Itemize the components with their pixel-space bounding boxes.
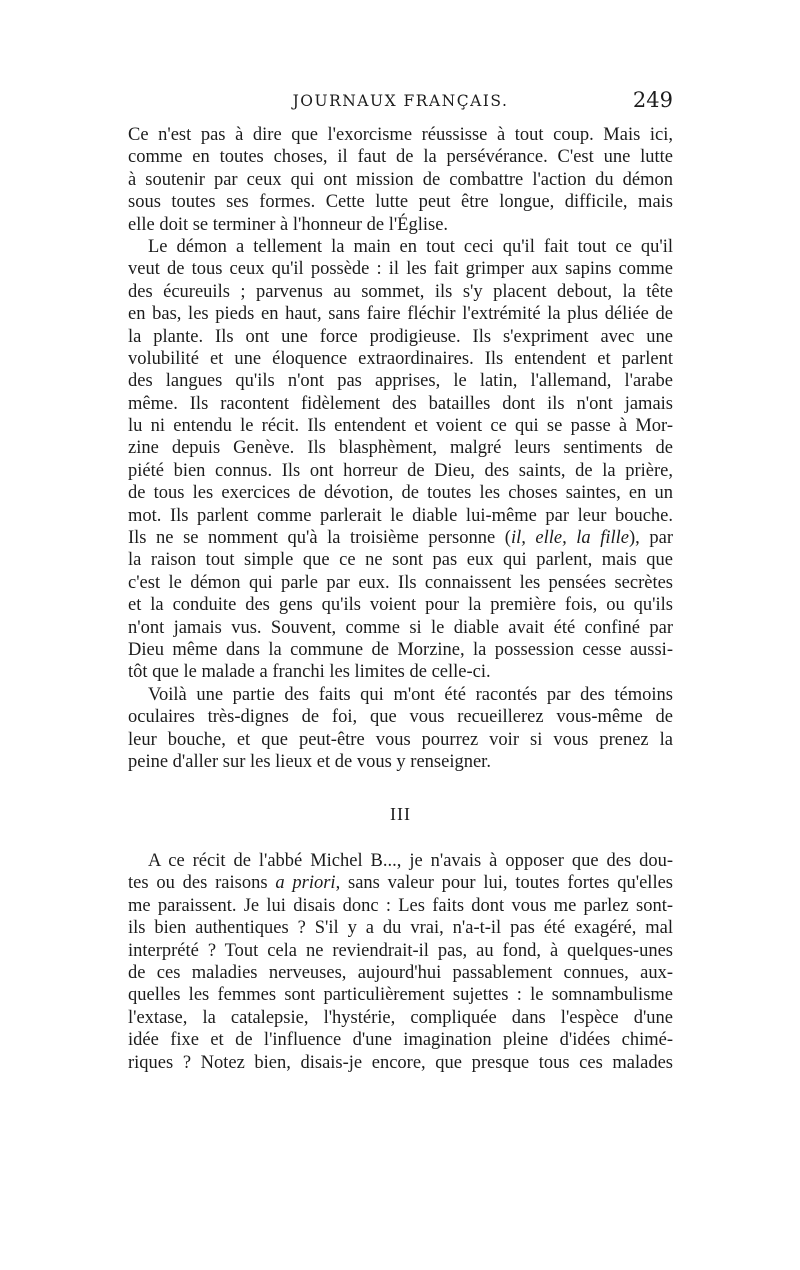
text-line: Ce n'est pas à dire que l'exorcisme réussisse à tout coup. Mais ici,	[128, 125, 673, 145]
running-title: JOURNAUX FRANÇAIS.	[292, 92, 509, 110]
text-line: idée fixe et de l'influence d'une imagination pleine d'idées chimé-	[128, 1030, 673, 1051]
page-number: 249	[632, 88, 673, 112]
text-line: leur bouche, et que peut-être vous pourrez voir si vous prenez la	[128, 729, 673, 750]
text-line: Dieu même dans la commune de Morzine, la possession cesse aussi-	[128, 639, 673, 660]
text-line: lu ni entendu le récit. Ils entendent et voient ce qui se passe à Mor-	[128, 416, 673, 437]
text-line: même. Ils racontent fidèlement des batailles dont ils n'ont jamais	[128, 393, 673, 414]
text-line: elle doit se terminer à l'honneur de l'Église.	[128, 214, 449, 235]
text-line: volubilité et une éloquence extraordinaires. Ils entendent et parlent	[128, 348, 673, 369]
section-three-text	[128, 850, 673, 1074]
text-line: A ce récit de l'abbé Michel B..., je n'avais à opposer que des dou-	[148, 851, 673, 871]
text-line: sous toutes ses formes. Cette lutte peut être longue, difficile, mais	[128, 192, 673, 213]
text-line: oculaires très-dignes de foi, que vous recueillerez vous-même de	[128, 707, 673, 728]
text-line: n'ont jamais vus. Souvent, comme si le diable avait été confiné par	[128, 617, 673, 638]
text-line: zine depuis Genève. Ils blasphèment, malgré leurs sentiments de	[128, 438, 673, 459]
text-line-with-italic	[128, 872, 673, 894]
text-fragment: ), par	[629, 528, 673, 549]
text-line: ils bien authentiques ? S'il y a du vrai, n'a-t-il pas été exagéré, mal	[128, 918, 673, 939]
section-two-text	[128, 124, 673, 773]
section-number: III	[390, 804, 411, 824]
text-line: veut de tous ceux qu'il possède : il les fait grimper aux sapins comme	[128, 259, 673, 280]
text-line-with-italic	[128, 527, 673, 549]
text-line: et la conduite des gens qu'ils voient pour la première fois, ou qu'ils	[128, 595, 673, 616]
text-line: des langues qu'ils n'ont pas apprises, le latin, l'allemand, l'arabe	[128, 371, 673, 392]
italic-fragment: il, elle, la fille	[510, 528, 630, 549]
text-line: peine d'aller sur les lieux et de vous y renseigner.	[128, 751, 491, 772]
text-line: la raison tout simple que ce ne sont pas eux qui parlent, mais que	[128, 550, 673, 571]
text-fragment: , sans valeur pour lui, toutes fortes qu'elles	[335, 873, 673, 894]
text-line: interprété ? Tout cela ne reviendrait-il pas, au fond, à quelques-unes	[128, 940, 673, 961]
text-line: la plante. Ils ont une force prodigieuse. Ils s'expriment avec une	[128, 326, 673, 347]
text-line: Le démon a tellement la main en tout ceci qu'il fait tout ce qu'il	[148, 236, 673, 257]
text-line: Voilà une partie des faits qui m'ont été racontés par des témoins	[148, 684, 673, 705]
text-line: me paraissent. Je lui disais donc : Les faits dont vous me parlez sont-	[128, 895, 673, 916]
text-line: à soutenir par ceux qui ont mission de combattre l'action du démon	[128, 169, 673, 190]
text-line: riques ? Notez bien, disais-je encore, que presque tous ces malades	[128, 1052, 673, 1073]
text-line: c'est le démon qui parle par eux. Ils connaissent les pensées secrètes	[128, 572, 673, 593]
italic-fragment: a priori	[275, 873, 336, 894]
text-line: quelles les femmes sont particulièrement sujettes : le somnambulisme	[128, 985, 673, 1006]
text-line: mot. Ils parlent comme parlerait le diable lui-même par leur bouche.	[128, 505, 673, 526]
text-fragment: tes ou des raisons	[128, 873, 276, 894]
text-line: piété bien connus. Ils ont horreur de Dieu, des saints, de la prière,	[128, 460, 673, 481]
text-fragment: Ils ne se nomment qu'à la troisième personne (	[128, 528, 511, 549]
text-line: des écureuils ; parvenus au sommet, ils s'y placent debout, la tête	[128, 281, 673, 302]
text-line: de ces maladies nerveuses, aujourd'hui passablement connues, aux-	[128, 962, 673, 983]
text-line: tôt que le malade a franchi les limites de celle-ci.	[128, 662, 491, 683]
text-line: de tous les exercices de dévotion, de toutes les choses saintes, en un	[128, 483, 673, 504]
text-line: comme en toutes choses, il faut de la persévérance. C'est une lutte	[128, 147, 673, 168]
text-line: en bas, les pieds en haut, sans faire fléchir l'extrémité la plus déliée de	[128, 304, 673, 325]
page-header	[128, 88, 673, 118]
text-line: l'extase, la catalepsie, l'hystérie, compliquée dans l'espèce d'une	[128, 1007, 673, 1028]
